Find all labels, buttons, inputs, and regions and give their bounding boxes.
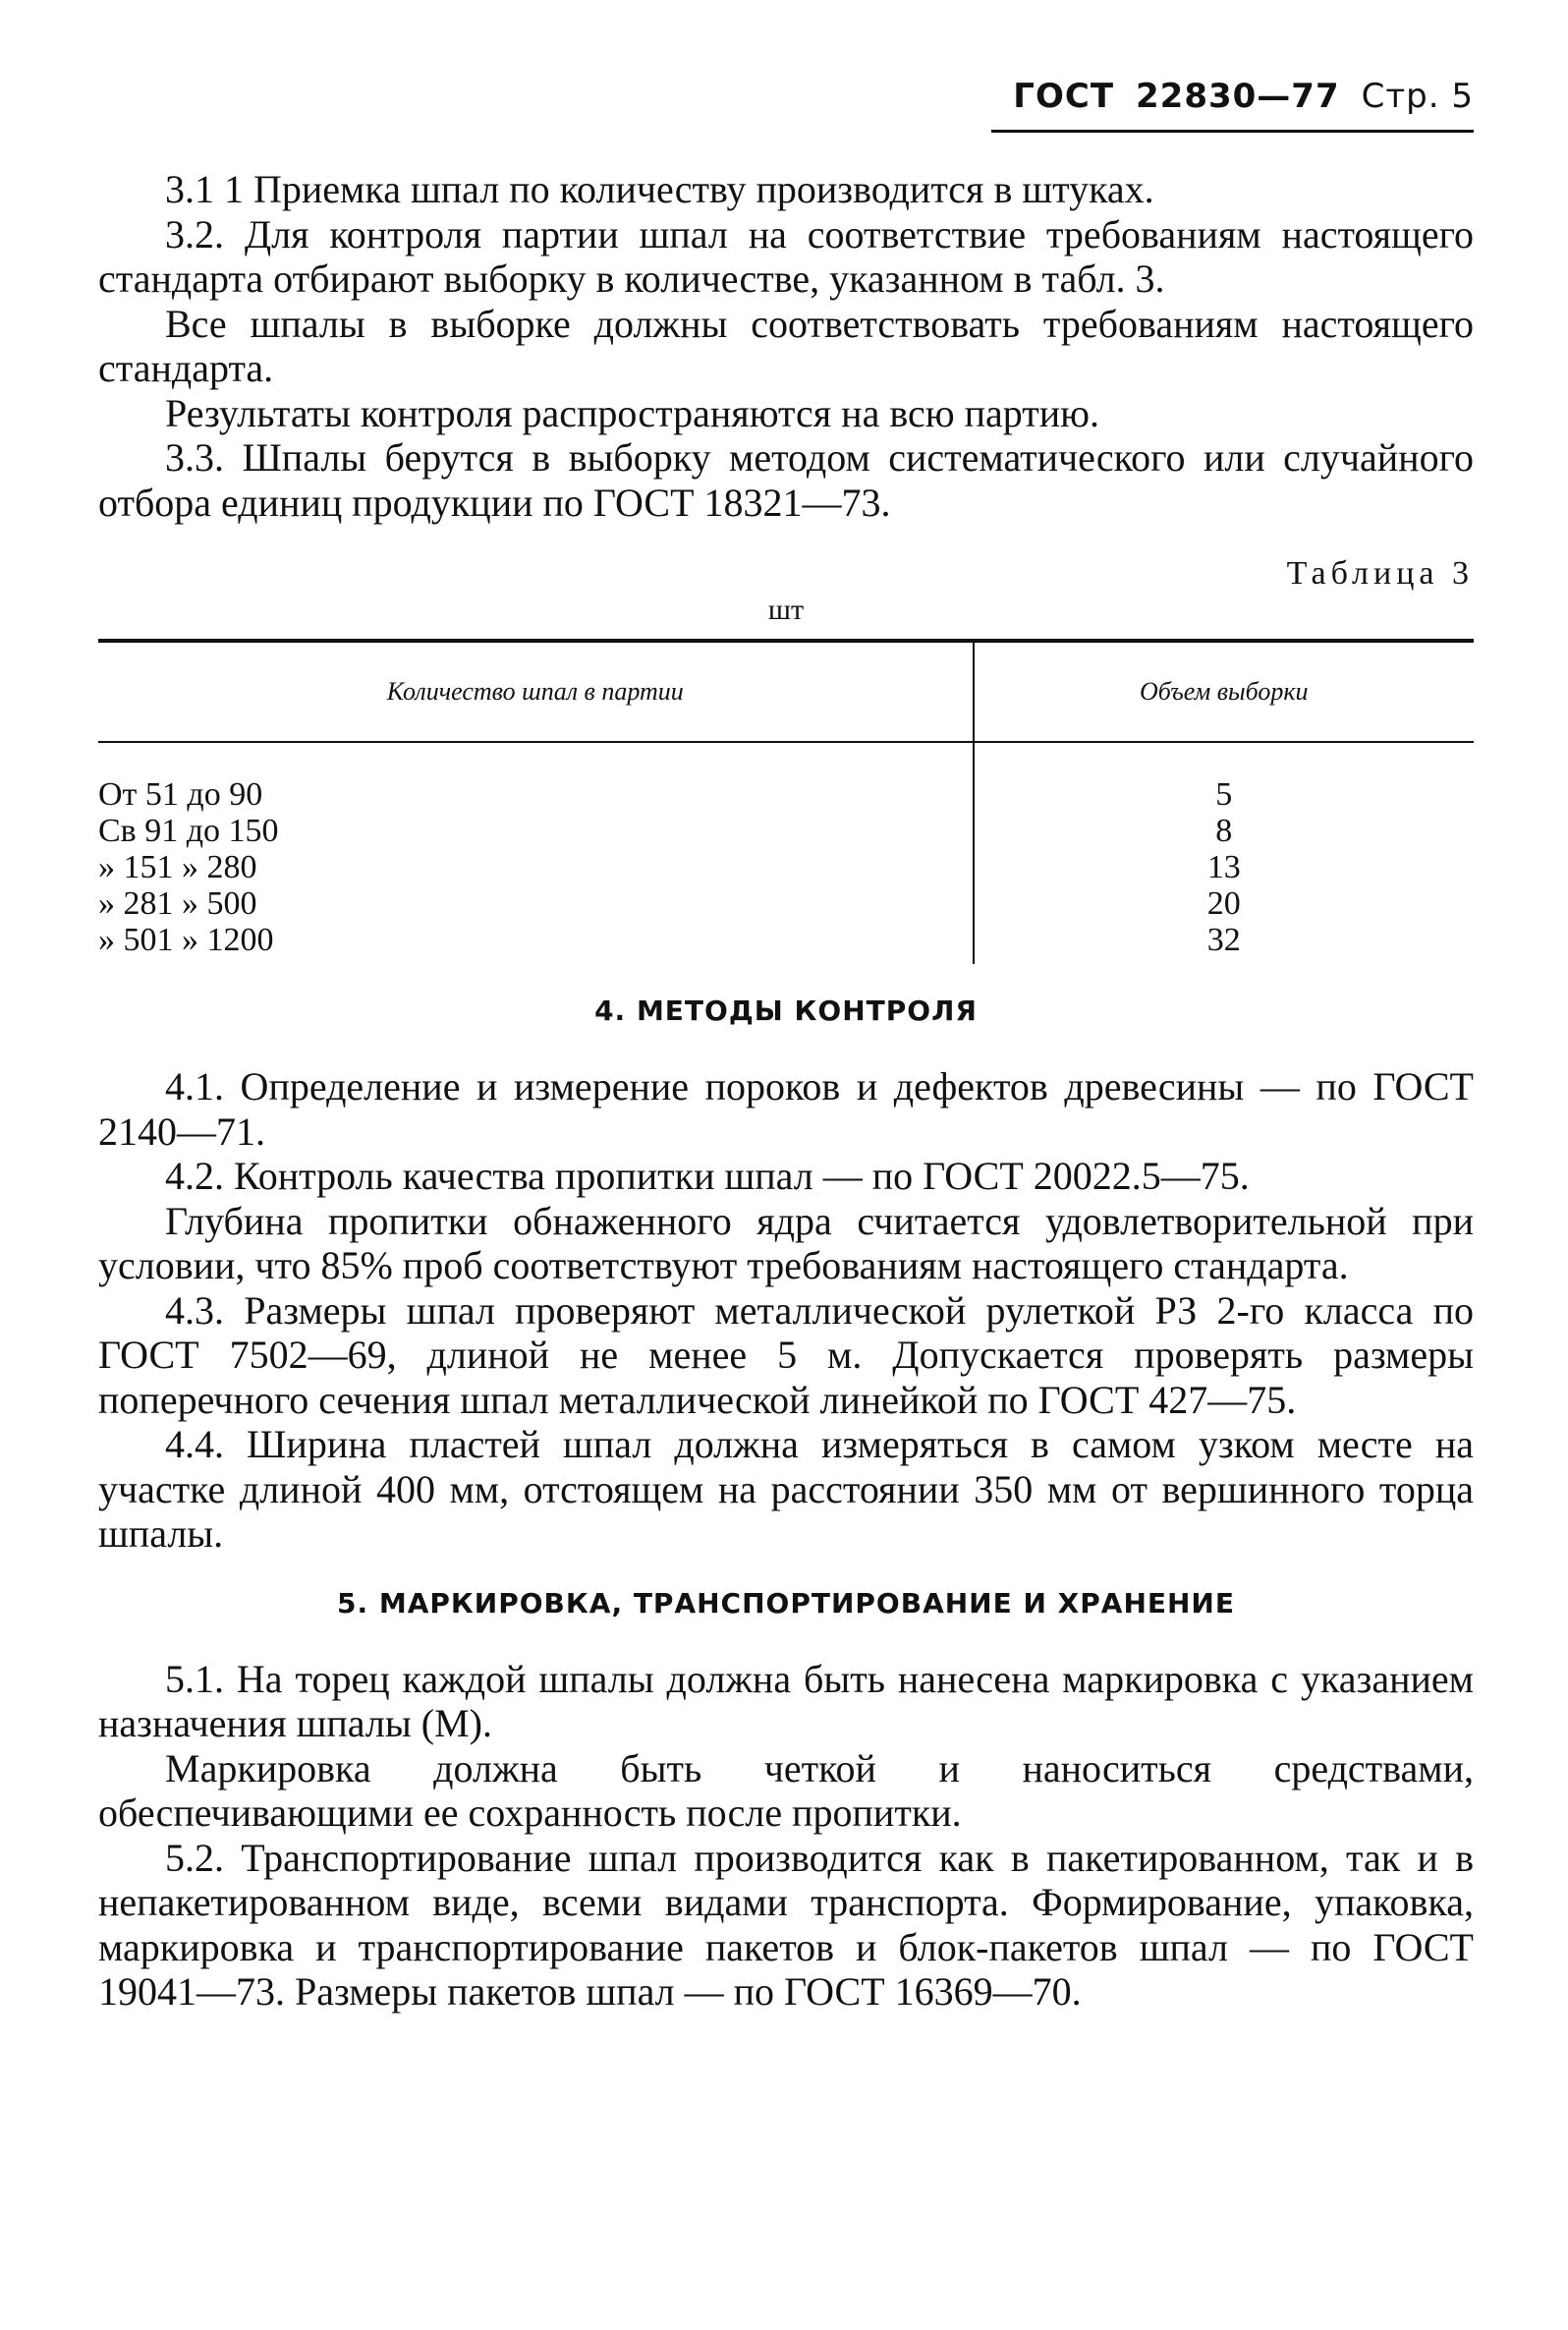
column-header-batch-size: Количество шпал в партии <box>98 641 974 742</box>
batch-size-cell: От 51 до 90 <box>98 742 974 813</box>
paragraph-4-2: 4.2. Контроль качества пропитки шпал — по ГОСТ 20022.5—75. <box>165 1154 1250 1198</box>
header-page-number: Стр. 5 <box>1361 77 1474 116</box>
column-header-sample-size: Объем выборки <box>974 641 1474 742</box>
section-4-title: 4. МЕТОДЫ КОНТРОЛЯ <box>594 995 978 1027</box>
batch-size-cell: » 281 » 500 <box>98 885 974 922</box>
paragraph-3-2: 3.2. Для контроля партии шпал на соответствие требованиям настоящего стандарта отбирают выборку в количестве, указанном в табл. 3. <box>98 211 1474 301</box>
table-unit: шт <box>767 594 805 626</box>
sample-size-table <box>98 639 1474 964</box>
paragraph-3-3: 3.3. Шпалы берутся в выборку методом систематического или случайного отбора единиц продукции по ГОСТ 18321—73. <box>98 435 1474 525</box>
table-row <box>98 813 1474 849</box>
sample-size-cell: 13 <box>1206 849 1241 885</box>
sample-size-cell: 5 <box>1215 776 1233 813</box>
batch-size-cell: Св 91 до 150 <box>98 813 974 849</box>
batch-size-cell: » 501 » 1200 <box>98 922 974 964</box>
sample-size-cell: 8 <box>1215 813 1233 849</box>
paragraph-5-1-b: Маркировка должна быть четкой и наноситься средствами, обеспечивающими ее сохранность после пропитки. <box>98 1745 1474 1835</box>
paragraph-4-2-b: Глубина пропитки обнаженного ядра считается удовлетворительной при условии, что 85% проб соответствуют требованиям настоящего стандарта. <box>98 1198 1474 1287</box>
table-row <box>98 922 1474 964</box>
sample-size-cell: 32 <box>1206 922 1241 958</box>
table-row <box>98 885 1474 922</box>
document-body <box>98 167 1474 2015</box>
paragraph-4-3: 4.3. Размеры шпал проверяют металлической рулеткой РЗ 2-го класса по ГОСТ 7502—69, длиной не менее 5 м. Допускается проверять размеры поперечного сечения шпал металлической линейкой по ГОСТ 427—75. <box>98 1287 1474 1422</box>
paragraph-4-1: 4.1. Определение и измерение пороков и дефектов древесины — по ГОСТ 2140—71. <box>98 1064 1474 1154</box>
sample-size-cell: 20 <box>1206 885 1241 922</box>
table-caption: Таблица 3 <box>1286 555 1474 592</box>
section-5-title: 5. МАРКИРОВКА, ТРАНСПОРТИРОВАНИЕ И ХРАНЕНИЕ <box>336 1586 1235 1620</box>
page-header <box>991 77 1474 133</box>
paragraph-4-4: 4.4. Ширина пластей шпал должна измеряться в самом узком месте на участке длиной 400 мм, отстоящем на расстоянии 350 мм от вершинного торца шпалы. <box>98 1422 1474 1556</box>
paragraph-5-1: 5.1. На торец каждой шпалы должна быть нанесена маркировка с указанием назначения шпалы (М). <box>98 1656 1474 1745</box>
paragraph-3-1: 3.1 1 Приемка шпал по количеству производится в штуках. <box>165 167 1154 211</box>
table-row <box>98 742 1474 813</box>
table-row <box>98 849 1474 885</box>
table-header-row <box>98 641 1474 742</box>
header-number: 22830—77 <box>1136 77 1340 116</box>
paragraph-3-2-c: Результаты контроля распространяются на всю партию. <box>165 390 1100 435</box>
paragraph-5-2: 5.2. Транспортирование шпал производится как в пакетированном, так и в непакетированном виде, всеми видами транспорта. Формирование, упаковка, маркировка и транспортирование пакетов и блок-пакетов шпал — по ГОСТ 19041—73. Размеры пакетов шпал — по ГОСТ 16369—70. <box>98 1835 1474 2014</box>
header-gost: ГОСТ <box>1013 77 1115 116</box>
paragraph-3-2-b: Все шпалы в выборке должны соответствовать требованиям настоящего стандарта. <box>98 301 1474 390</box>
batch-size-cell: » 151 » 280 <box>98 849 974 885</box>
